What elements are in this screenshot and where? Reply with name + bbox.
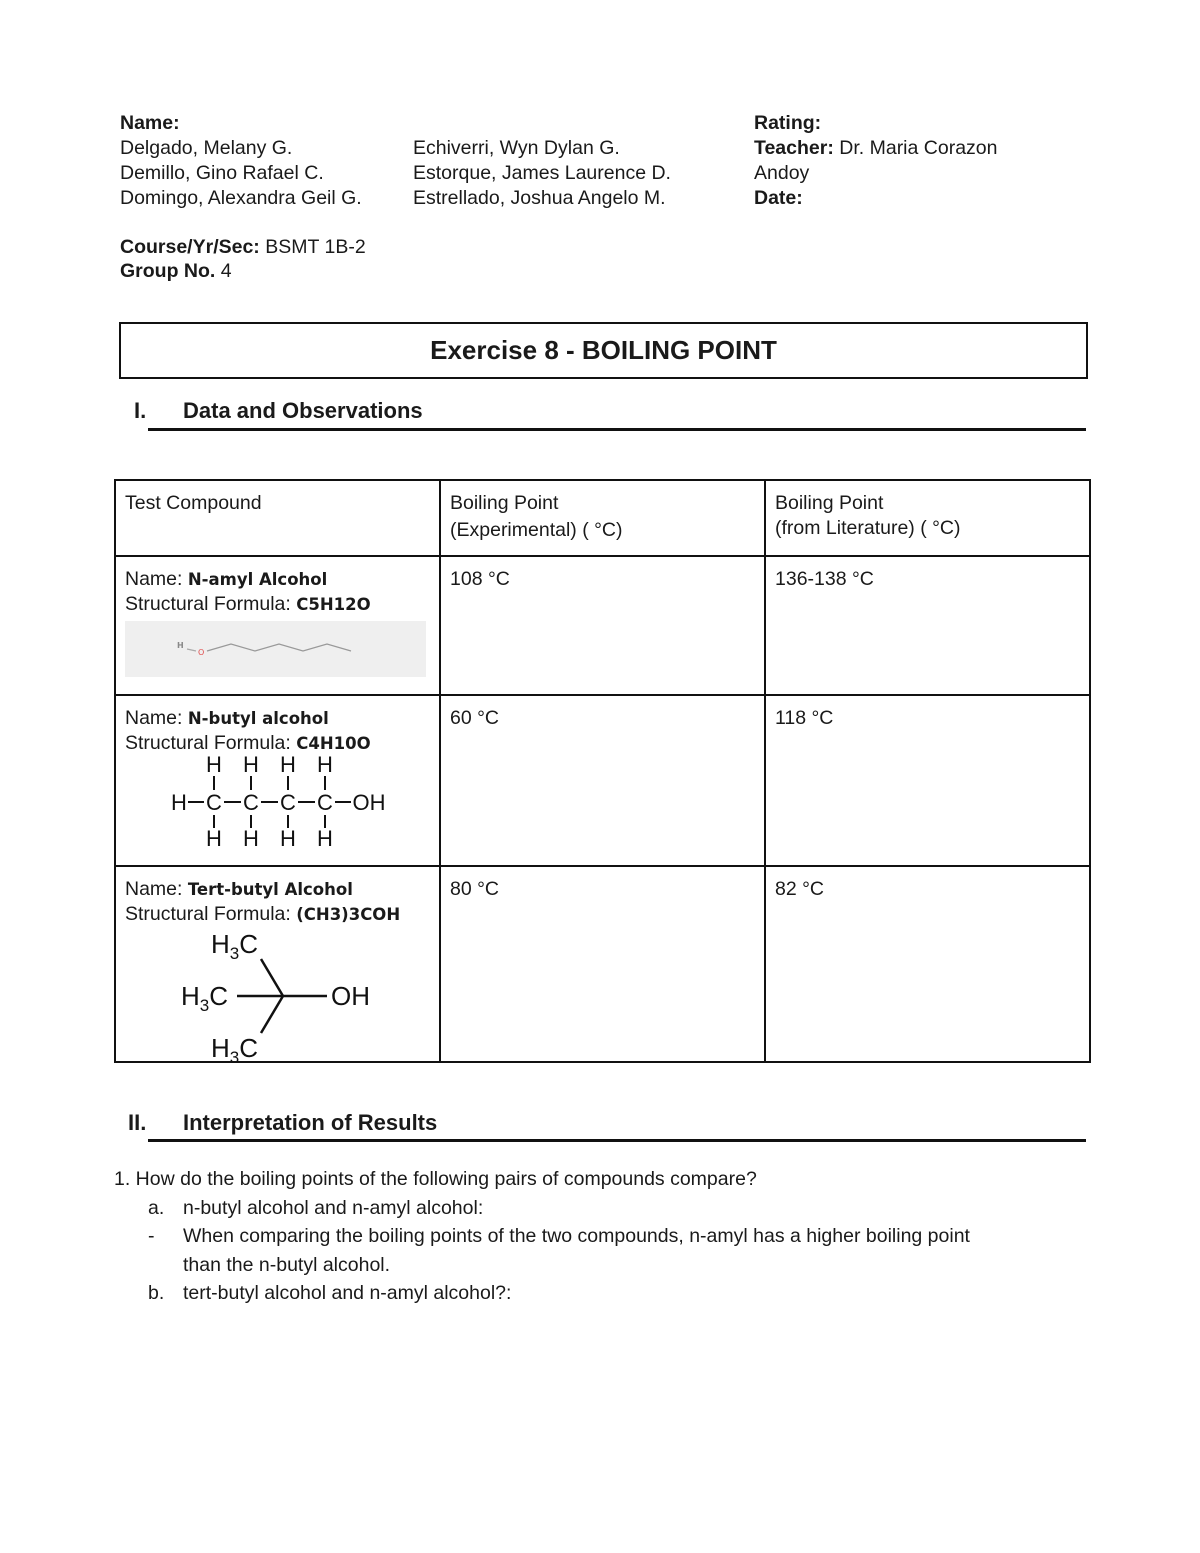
member-name: Echiverri, Wyn Dylan G. [413, 137, 620, 159]
member-name: Estrellado, Joshua Angelo M. [413, 187, 666, 209]
formula-prefix: Structural Formula: [125, 593, 291, 615]
group-value: 4 [220, 260, 232, 282]
tert-butyl-structure-image [125, 923, 425, 1067]
formula-prefix: Structural Formula: [125, 732, 291, 754]
section2-title: Interpretation of Results [183, 1110, 438, 1135]
experimental-cell [440, 695, 765, 866]
course-label: Course/Yr/Sec: [120, 236, 260, 258]
atom-h3c-bottom: $H_3C$ [211, 1033, 259, 1067]
header-test-compound: Test Compound [125, 492, 262, 514]
atom-c: C [317, 790, 333, 815]
course-line [120, 235, 366, 260]
marker-a: a. [148, 1196, 165, 1219]
header-cell [440, 480, 765, 556]
header-bp-exp-2: (Experimental) ( °C) [450, 519, 623, 541]
bp-literature: 136-138 °C [775, 568, 874, 590]
name-label: Name: [120, 112, 180, 134]
n-butyl-structure-image [125, 752, 425, 851]
compound-formula: C5H12O [296, 595, 371, 614]
teacher-name-cont: Andoy [754, 162, 810, 184]
marker-b: b. [148, 1282, 165, 1304]
atom-h: H [206, 752, 222, 777]
experimental-cell [440, 556, 765, 695]
member-name: Estorque, James Laurence D. [413, 162, 671, 184]
atom-h: H [177, 641, 184, 650]
atom-oh: OH [352, 790, 386, 815]
name-prefix: Name: [125, 707, 183, 729]
teacher-line [754, 136, 997, 161]
sub-question-a-text: n-butyl alcohol and n-amyl alcohol: [183, 1196, 484, 1219]
compound-cell [115, 556, 440, 695]
header-cell [765, 480, 1090, 556]
atom-h: H [317, 752, 333, 777]
exercise-title: Exercise 8 - BOILING POINT [119, 322, 1088, 379]
course-value: BSMT 1B-2 [265, 236, 366, 258]
n-amyl-structure-image [125, 621, 426, 677]
bp-experimental: 60 °C [450, 707, 499, 729]
section2-rule [148, 1139, 1086, 1142]
question-list [114, 1165, 970, 1308]
table-row [115, 695, 1090, 866]
header-bp-exp-1: Boiling Point [450, 492, 559, 514]
compound-name: N-butyl alcohol [187, 709, 329, 728]
experimental-cell [440, 866, 765, 1062]
date-label: Date: [754, 187, 803, 209]
question-1: 1. How do the boiling points of the following pairs of compounds compare? [114, 1168, 757, 1190]
header-bp-lit-1: Boiling Point [775, 492, 884, 514]
bp-experimental: 80 °C [450, 878, 499, 900]
member-name: Demillo, Gino Rafael C. [120, 162, 324, 184]
literature-cell [765, 866, 1090, 1062]
compound-cell [115, 866, 440, 1067]
atom-o: O [198, 648, 205, 657]
atom-h: H [243, 752, 259, 777]
section1-number: I. [134, 398, 147, 423]
group-label: Group No. [120, 260, 216, 282]
table-row [115, 866, 1090, 1062]
sub-question-a [114, 1194, 757, 1223]
compound-cell [115, 695, 440, 866]
atom-h3c-left: $H_3C$ [181, 981, 229, 1015]
table-header-row [115, 480, 1090, 556]
compound-name: Tert-butyl Alcohol [187, 880, 353, 899]
rating-label: Rating: [754, 112, 822, 134]
answer-a-line1: When comparing the boiling points of the two compounds, n-amyl has a higher boiling point [183, 1225, 970, 1247]
atom-h3c-top: $H_3C$ [211, 929, 259, 963]
group-line [120, 259, 232, 284]
dash-marker: - [148, 1225, 155, 1247]
atom-h: H [171, 790, 187, 815]
answer-a-cont [114, 1251, 757, 1280]
atom-c: C [206, 790, 222, 815]
teacher-label: Teacher: [754, 137, 834, 159]
literature-cell [765, 556, 1090, 695]
atom-h: H [243, 826, 259, 851]
section1-title: Data and Observations [183, 398, 423, 423]
atom-h: H [317, 826, 333, 851]
atom-oh: OH [331, 981, 370, 1011]
section2-number: II. [128, 1110, 147, 1135]
compound-formula: (CH3)3COH [296, 905, 401, 924]
name-prefix: Name: [125, 568, 183, 590]
data-table [114, 479, 1091, 1067]
bp-experimental: 108 °C [450, 568, 510, 590]
answer-a-line2: than the n-butyl alcohol. [183, 1253, 391, 1276]
bp-literature: 118 °C [775, 707, 834, 729]
atom-c: C [243, 790, 259, 815]
atom-h: H [280, 752, 296, 777]
atom-h: H [280, 826, 296, 851]
sub-question-b [114, 1279, 757, 1308]
bp-literature: 82 °C [775, 878, 824, 900]
header-cell [115, 480, 440, 556]
compound-formula: C4H10O [296, 734, 371, 753]
teacher-name: Dr. Maria Corazon [839, 137, 998, 159]
formula-prefix: Structural Formula: [125, 903, 291, 925]
table-row [115, 556, 1090, 695]
atom-h: H [206, 826, 222, 851]
literature-cell [765, 695, 1090, 866]
atom-c: C [280, 790, 296, 815]
sub-question-b-text: tert-butyl alcohol and n-amyl alcohol?: [183, 1282, 512, 1304]
member-name: Domingo, Alexandra Geil G. [120, 187, 362, 209]
name-prefix: Name: [125, 878, 183, 900]
compound-name: N-amyl Alcohol [187, 570, 328, 589]
member-name: Delgado, Melany G. [120, 137, 293, 159]
section1-rule [148, 428, 1086, 431]
answer-a [114, 1222, 970, 1251]
header-bp-lit-2: (from Literature) ( °C) [775, 517, 961, 539]
